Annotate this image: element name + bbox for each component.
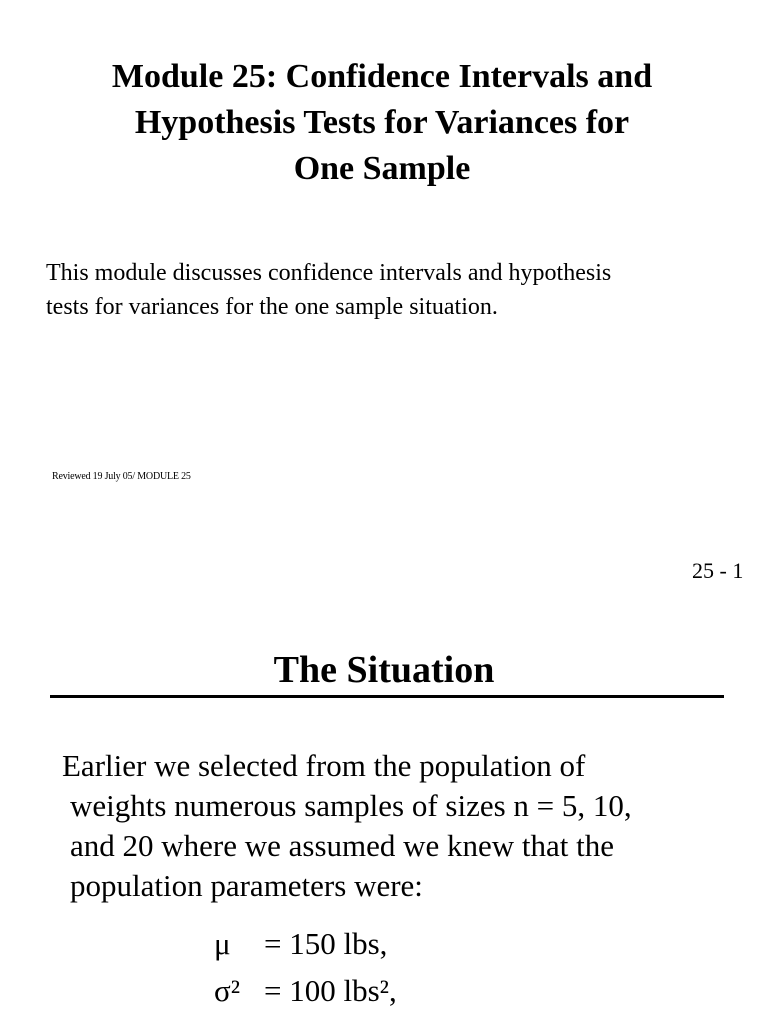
intro-line-1: This module discusses confidence intervals and hypothesis bbox=[46, 260, 612, 286]
body-line-2: weights numerous samples of sizes n = 5, 10, bbox=[70, 788, 632, 823]
body-line-1: Earlier we selected from the population of bbox=[62, 748, 586, 783]
param-variance-row bbox=[214, 971, 397, 1011]
body-paragraph bbox=[62, 746, 742, 906]
title-line-2: Hypothesis Tests for Variances for bbox=[134, 104, 630, 141]
page-number: 25 - 1 bbox=[692, 558, 744, 583]
mu-symbol: μ bbox=[214, 926, 231, 961]
intro-line-2: tests for variances for the one sample situation. bbox=[46, 294, 498, 320]
title-underline bbox=[50, 695, 724, 698]
title-line-1: Module 25: Confidence Intervals and bbox=[111, 58, 653, 95]
param-mean-row bbox=[214, 924, 387, 964]
body-line-4: population parameters were: bbox=[70, 868, 423, 903]
variance-value: = 100 lbs², bbox=[264, 973, 397, 1008]
slide-1-title bbox=[40, 54, 724, 192]
review-note: Reviewed 19 July 05/ MODULE 25 bbox=[52, 471, 191, 482]
body-line-3: and 20 where we assumed we knew that the bbox=[70, 828, 615, 863]
mean-value: = 150 lbs, bbox=[264, 926, 388, 961]
slide-2-title: The Situation bbox=[273, 649, 495, 691]
sigma-squared-symbol: σ² bbox=[214, 973, 241, 1008]
title-line-3: One Sample bbox=[293, 150, 471, 187]
slide-2 bbox=[0, 586, 768, 1024]
intro-paragraph bbox=[46, 256, 746, 324]
